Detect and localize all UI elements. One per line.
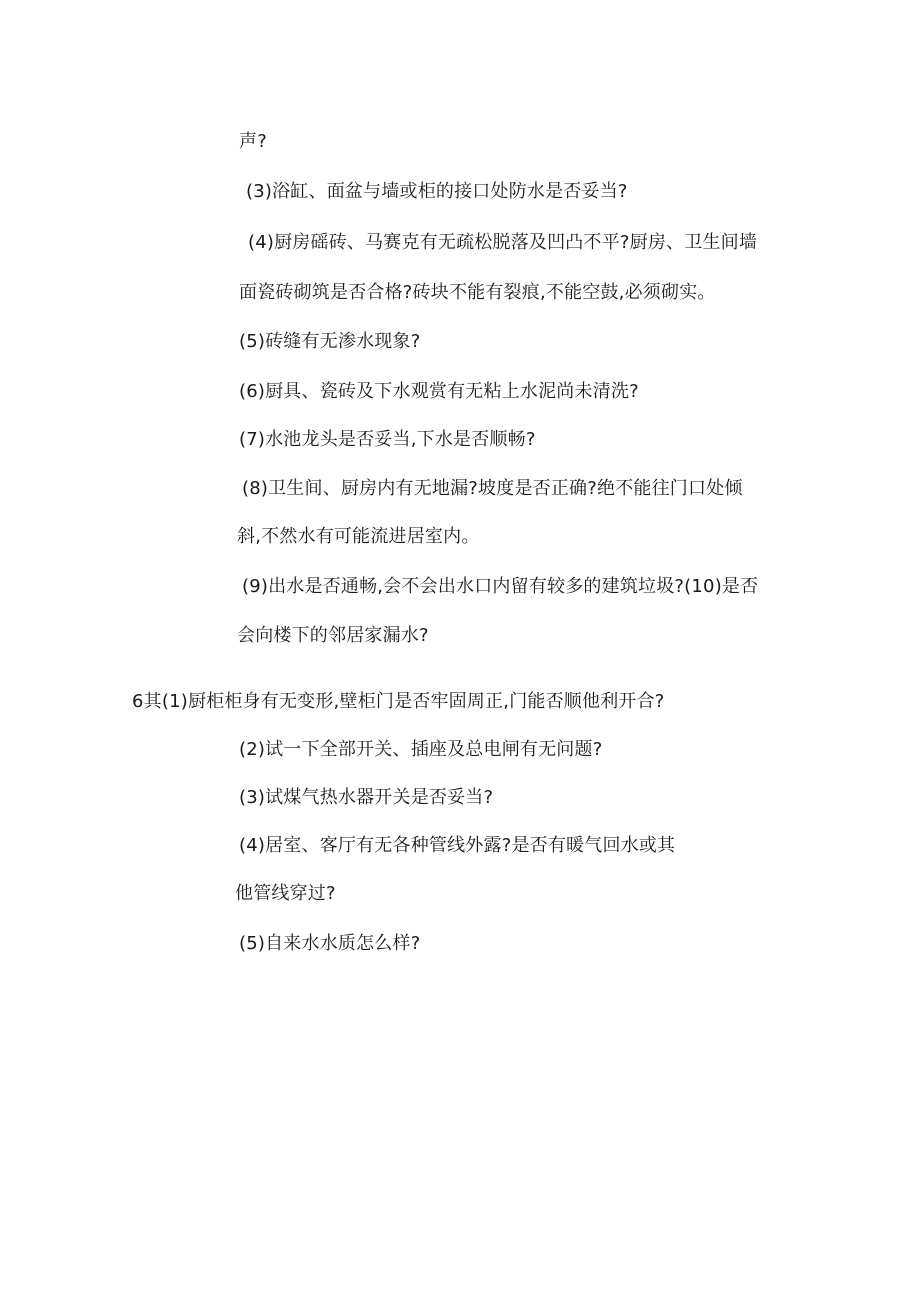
text-line-7: (7)水池龙头是否妥当,下水是否顺畅? bbox=[239, 429, 536, 450]
text-line-17: (5)自来水水质怎么样? bbox=[239, 933, 421, 954]
text-line-6: (6)厨具、瓷砖及下水观赏有无粘上水泥尚未清洗? bbox=[239, 381, 639, 402]
text-line-9: 斜,不然水有可能流进居室内。 bbox=[237, 526, 480, 547]
text-line-12: 6其(1)厨柜柜身有无变形,壁柜门是否牢固周正,门能否顺他利开合? bbox=[132, 691, 665, 712]
text-line-14: (3)试煤气热水器开关是否妥当? bbox=[239, 787, 494, 808]
text-line-8: (8)卫生间、厨房内有无地漏?坡度是否正确?绝不能往门口处倾 bbox=[242, 478, 743, 499]
text-line-10: (9)出水是否通畅,会不会出水口内留有较多的建筑垃圾?(10)是否 bbox=[242, 576, 759, 597]
text-line-13: (2)试一下全部开关、插座及总电闸有无问题? bbox=[239, 739, 603, 760]
text-line-15: (4)居室、客厅有无各种管线外露?是否有暖气回水或其 bbox=[239, 835, 676, 856]
text-line-3: (4)厨房磘砖、马赛克有无疏松脱落及凹凸不平?厨房、卫生间墙 bbox=[248, 232, 758, 253]
text-line-1: 声? bbox=[239, 131, 267, 152]
text-line-2: (3)浴缸、面盆与墙或柜的接口处防水是否妥当? bbox=[246, 181, 628, 202]
text-line-5: (5)砖缝有无渗水现象? bbox=[239, 331, 421, 352]
text-line-11: 会向楼下的邻居家漏水? bbox=[237, 625, 429, 646]
text-line-4: 面瓷砖砌筑是否合格?砖块不能有裂痕,不能空鼓,必须砌实。 bbox=[239, 282, 716, 303]
text-line-16: 他管线穿过? bbox=[235, 883, 336, 904]
